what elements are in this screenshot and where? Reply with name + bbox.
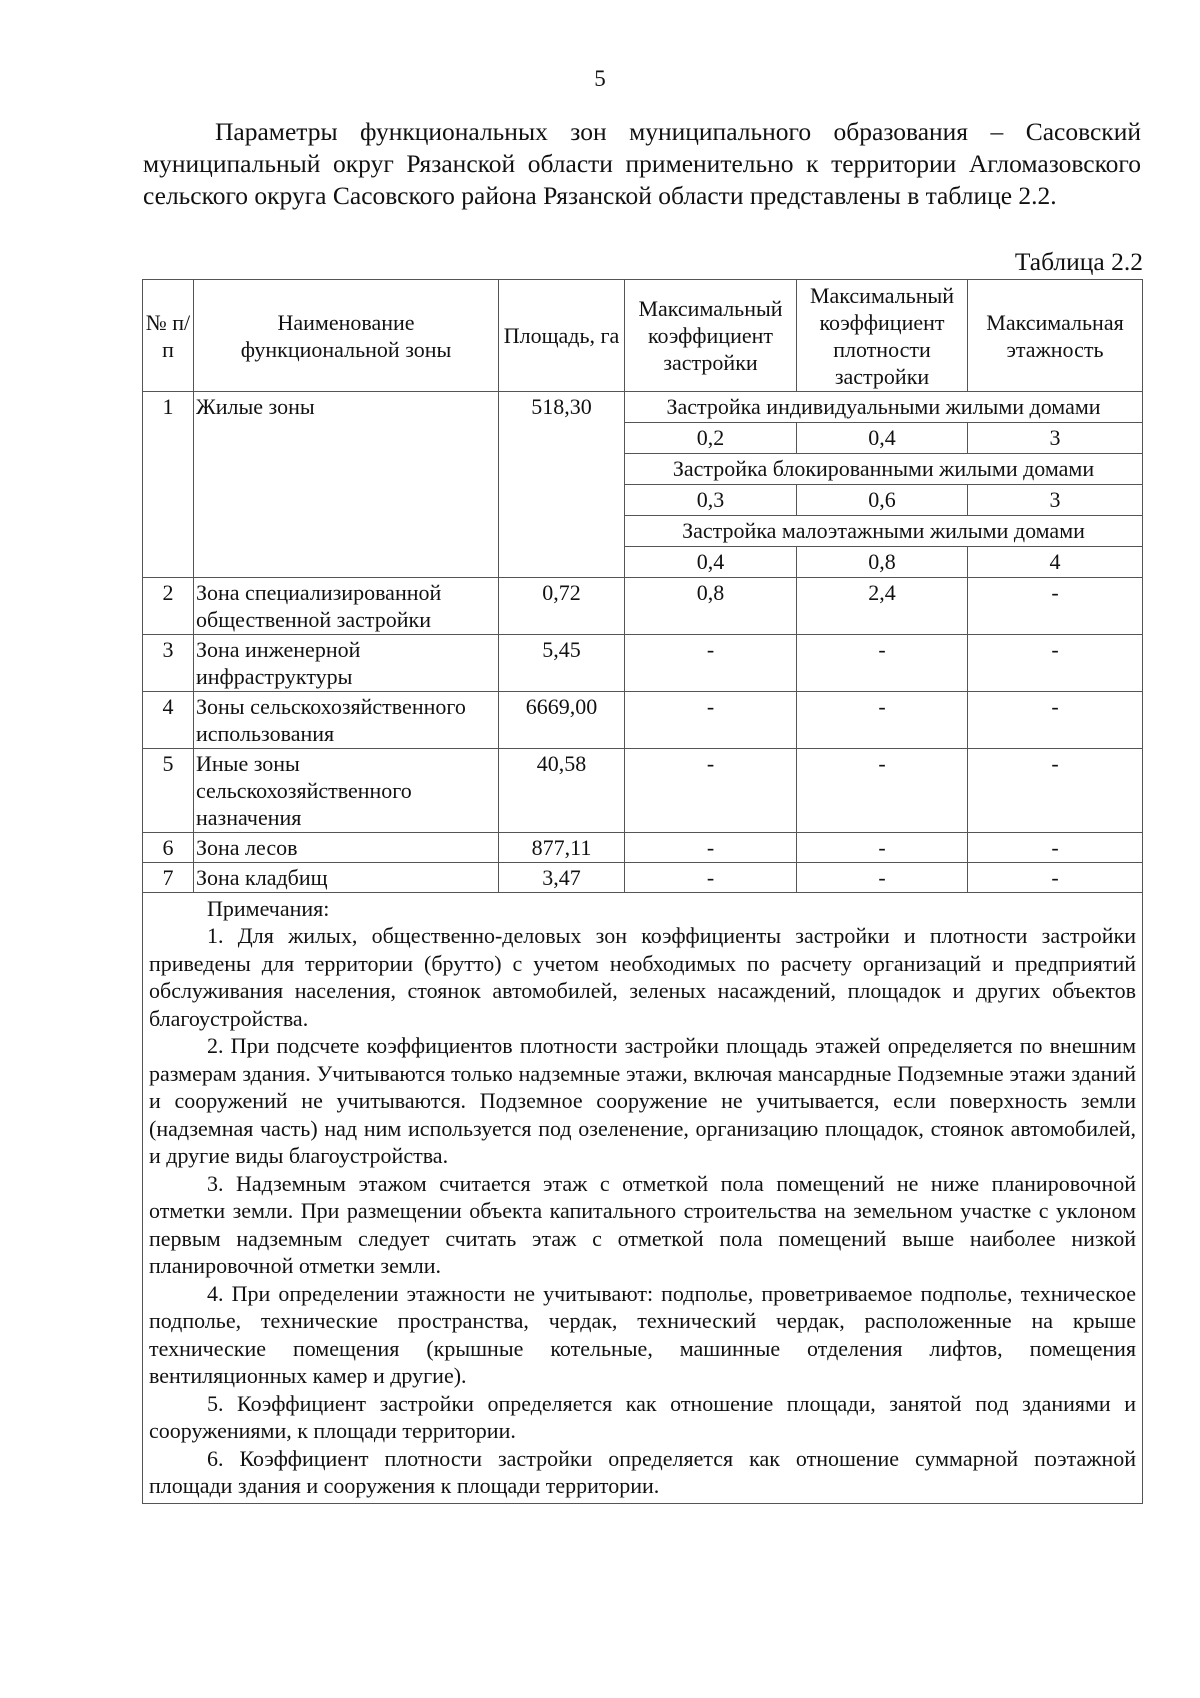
zones-table bbox=[142, 279, 1143, 1504]
row-k-build: - bbox=[625, 635, 797, 692]
row-floors: - bbox=[968, 749, 1143, 833]
notes-row bbox=[143, 893, 1143, 1504]
row-floors: - bbox=[968, 635, 1143, 692]
row-k-build: 0,3 bbox=[625, 485, 797, 516]
row-floors: - bbox=[968, 692, 1143, 749]
header-num: № п/п bbox=[143, 280, 194, 392]
table-row bbox=[143, 692, 1143, 749]
table-row bbox=[143, 392, 1143, 423]
row-k-build: 0,8 bbox=[625, 578, 797, 635]
row-name: Иные зоны сельскохозяйственного назначения bbox=[194, 749, 499, 833]
row-area: 6669,00 bbox=[499, 692, 625, 749]
row-k-density: 0,8 bbox=[797, 547, 968, 578]
row-name: Зона кладбищ bbox=[194, 863, 499, 893]
note-item: 2. При подсчете коэффициентов плотности застройки площадь этажей определяется по внешним размерам здания. Учитываются только надземные этажи, включая мансардные Подземные этажи зданий и сооружений не учитываются. Подземное сооружение не учитывается, если поверхность земли (надземная часть) над ним используется под озеленение, организацию площадок, стоянок автомобилей, и другие виды благоустройства. bbox=[149, 1033, 1136, 1168]
row-area: 3,47 bbox=[499, 863, 625, 893]
row-k-build: - bbox=[625, 692, 797, 749]
row-k-density: 0,6 bbox=[797, 485, 968, 516]
row-area: 5,45 bbox=[499, 635, 625, 692]
table-caption: Таблица 2.2 bbox=[1014, 247, 1143, 276]
table-row bbox=[143, 863, 1143, 893]
header-area: Площадь, га bbox=[499, 280, 625, 392]
page-number: 5 bbox=[594, 66, 606, 91]
header-k-density: Максимальный коэффициент плотности застройки bbox=[797, 280, 968, 392]
notes-title: Примечания: bbox=[207, 896, 330, 921]
row-k-build: - bbox=[625, 833, 797, 863]
row-num: 3 bbox=[143, 635, 194, 692]
table-row bbox=[143, 833, 1143, 863]
row-name: Зоны сельскохозяйственного использования bbox=[194, 692, 499, 749]
row-floors: - bbox=[968, 833, 1143, 863]
row-num: 5 bbox=[143, 749, 194, 833]
row-area: 0,72 bbox=[499, 578, 625, 635]
table-row bbox=[143, 749, 1143, 833]
row-k-density: - bbox=[797, 833, 968, 863]
row-k-density: - bbox=[797, 749, 968, 833]
row-floors: - bbox=[968, 863, 1143, 893]
row-name: Жилые зоны bbox=[194, 392, 499, 578]
row-k-build: 0,2 bbox=[625, 423, 797, 454]
row-area: 518,30 bbox=[499, 392, 625, 578]
row-name: Зона лесов bbox=[194, 833, 499, 863]
row-k-density: 2,4 bbox=[797, 578, 968, 635]
table-header-row bbox=[143, 280, 1143, 392]
row-name: Зона инженерной инфраструктуры bbox=[194, 635, 499, 692]
group-title: Застройка индивидуальными жилыми домами bbox=[625, 392, 1143, 423]
row-k-density: - bbox=[797, 635, 968, 692]
row-floors: 3 bbox=[968, 423, 1143, 454]
row-floors: - bbox=[968, 578, 1143, 635]
row-num: 1 bbox=[143, 392, 194, 578]
row-area: 877,11 bbox=[499, 833, 625, 863]
group-title: Застройка малоэтажными жилыми домами bbox=[625, 516, 1143, 547]
note-item: 4. При определении этажности не учитывают: подполье, проветриваемое подполье, техническое подполье, технические пространства, чердак, технический чердак, расположенные на крыше технические помещения (крышные котельные, машинные отделения лифтов, помещения вентиляционных камер и другие). bbox=[149, 1280, 1136, 1388]
header-floors: Максимальная этажность bbox=[968, 280, 1143, 392]
row-k-density: - bbox=[797, 863, 968, 893]
group-title: Застройка блокированными жилыми домами bbox=[625, 454, 1143, 485]
row-num: 4 bbox=[143, 692, 194, 749]
header-name: Наименование функциональной зоны bbox=[194, 280, 499, 392]
row-k-build: - bbox=[625, 863, 797, 893]
note-item: 6. Коэффициент плотности застройки определяется как отношение суммарной поэтажной площади здания и сооружения к площади территории. bbox=[149, 1445, 1136, 1498]
row-name: Зона специализированной общественной застройки bbox=[194, 578, 499, 635]
note-item: 5. Коэффициент застройки определяется как отношение площади, занятой под зданиями и сооружениями, к площади территории. bbox=[149, 1390, 1136, 1443]
note-item: 1. Для жилых, общественно-деловых зон коэффициенты застройки и плотности застройки приведены для территории (брутто) с учетом необходимых по расчету организаций и предприятий обслуживания населения, стоянок автомобилей, зеленых насаждений, площадок и других объектов благоустройства. bbox=[149, 923, 1136, 1031]
notes-cell bbox=[143, 893, 1143, 1504]
header-k-build: Максимальный коэффициент застройки bbox=[625, 280, 797, 392]
row-floors: 3 bbox=[968, 485, 1143, 516]
intro-paragraph: Параметры функциональных зон муниципального образования – Сасовский муниципальный округ Рязанской области применительно к территории Агломазовского сельского округа Сасовского района Рязанской области представлены в таблице 2.2. bbox=[143, 117, 1141, 210]
row-k-build: 0,4 bbox=[625, 547, 797, 578]
row-k-density: - bbox=[797, 692, 968, 749]
table-row bbox=[143, 578, 1143, 635]
row-k-density: 0,4 bbox=[797, 423, 968, 454]
row-area: 40,58 bbox=[499, 749, 625, 833]
row-floors: 4 bbox=[968, 547, 1143, 578]
row-num: 2 bbox=[143, 578, 194, 635]
note-item: 3. Надземным этажом считается этаж с отметкой пола помещений не ниже планировочной отметки земли. При размещении объекта капитального строительства на земельном участке с уклоном первым надземным следует считать этаж с отметкой пола помещений выше наиболее низкой планировочной отметки земли. bbox=[149, 1170, 1136, 1278]
row-num: 6 bbox=[143, 833, 194, 863]
row-k-build: - bbox=[625, 749, 797, 833]
row-num: 7 bbox=[143, 863, 194, 893]
table-row bbox=[143, 635, 1143, 692]
